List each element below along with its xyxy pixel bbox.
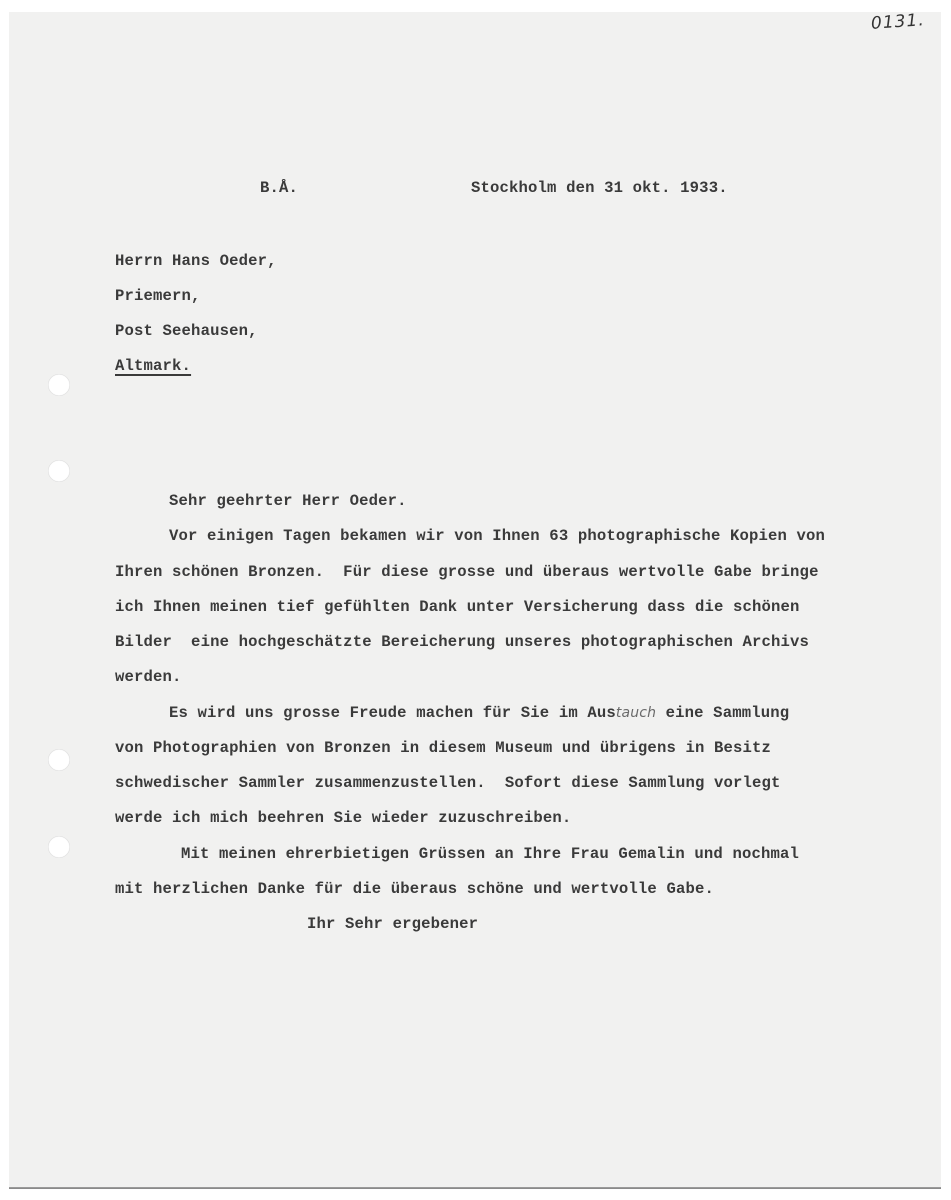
body-line: schwedischer Sammler zusammenzustellen. Sofort diese Sammlung vorlegt <box>115 774 781 792</box>
body-line: mit herzlichen Danke für die überaus schöne und wertvolle Gabe. <box>115 880 714 898</box>
punch-hole <box>48 836 70 858</box>
body-line: ich Ihnen meinen tief gefühlten Dank unter Versicherung dass die schönen <box>115 598 800 616</box>
closing: Ihr Sehr ergebener <box>307 915 479 933</box>
typed-text: Es wird uns grosse Freude machen für Sie im Aus <box>169 704 616 722</box>
body-line <box>169 704 789 722</box>
address-line: Priemern, <box>115 287 201 305</box>
body-line: von Photographien von Bronzen in diesem Museum und übrigens in Besitz <box>115 739 772 757</box>
punch-hole <box>48 749 70 771</box>
punch-hole <box>48 460 70 482</box>
body-line: Bilder eine hochgeschätzte Bereicherung unseres photographischen Archivs <box>115 633 810 651</box>
address-line: Herrn Hans Oeder, <box>115 252 277 270</box>
salutation: Sehr geehrter Herr Oeder. <box>169 492 407 510</box>
address-line: Post Seehausen, <box>115 322 258 340</box>
punch-hole <box>48 374 70 396</box>
body-line: Ihren schönen Bronzen. Für diese grosse und überaus wertvolle Gabe bringe <box>115 563 819 581</box>
body-line: Mit meinen ehrerbietigen Grüssen an Ihre Frau Gemalin und nochmal <box>181 845 800 863</box>
typed-text: eine Sammlung <box>656 704 790 722</box>
place-and-date: Stockholm den 31 okt. 1933. <box>471 179 728 197</box>
body-line: Vor einigen Tagen bekamen wir von Ihnen 63 photographische Kopien von <box>169 527 826 545</box>
body-line: werde ich mich beehren Sie wieder zuzuschreiben. <box>115 809 572 827</box>
reference-initials: B.Å. <box>260 179 299 197</box>
archive-number: 0131. <box>870 10 926 34</box>
body-line: werden. <box>115 668 182 686</box>
handwritten-correction: tauch <box>615 705 657 721</box>
address-line: Altmark. <box>115 357 192 375</box>
